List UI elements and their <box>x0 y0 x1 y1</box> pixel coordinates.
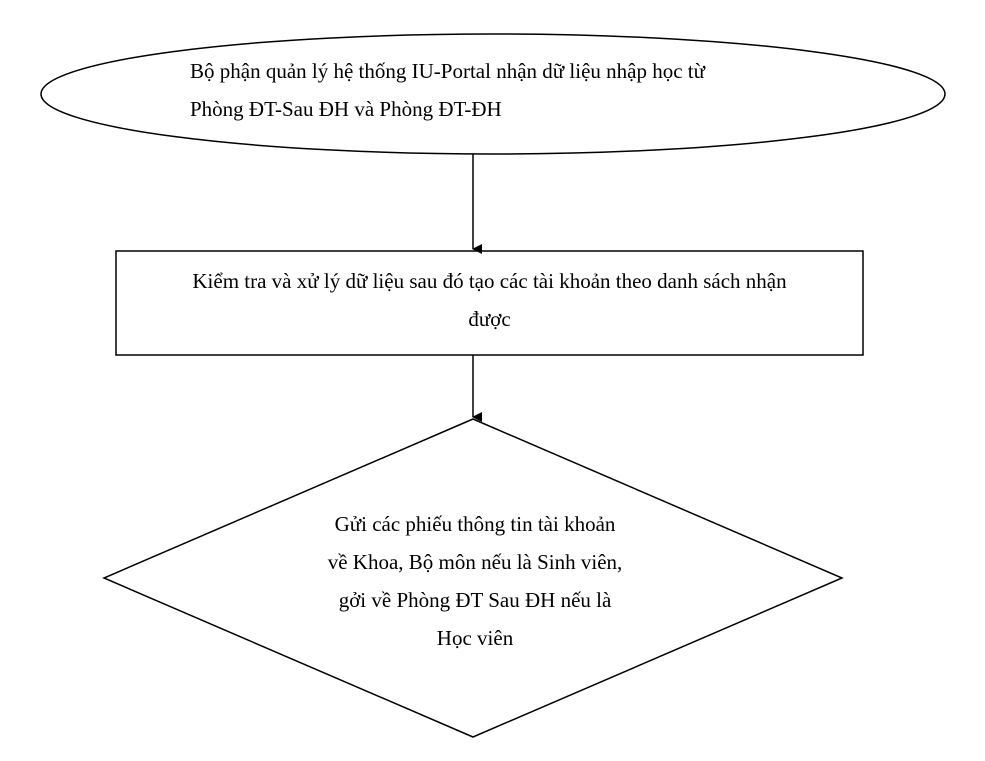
decision-node-line-1: Gửi các phiếu thông tin tài khoản <box>334 512 616 536</box>
decision-node-line-4: Học viên <box>436 626 514 650</box>
process-node-text <box>116 262 863 338</box>
process-node-line-2: được <box>468 307 511 331</box>
process-node-line-1: Kiểm tra và xử lý dữ liệu sau đó tạo các tài khoản theo danh sách nhận <box>192 269 787 293</box>
start-node-line-1: Bộ phận quản lý hệ thống IU-Portal nhận dữ liệu nhập học từ <box>190 59 706 83</box>
decision-node-text <box>275 505 675 653</box>
start-node-text <box>190 52 705 128</box>
decision-node-line-2: về Khoa, Bộ môn nếu là Sinh viên, <box>327 550 623 574</box>
decision-node-line-3: gởi về Phòng ĐT Sau ĐH nếu là <box>338 588 612 612</box>
start-node-line-2: Phòng ĐT-Sau ĐH và Phòng ĐT-ĐH <box>190 97 502 121</box>
